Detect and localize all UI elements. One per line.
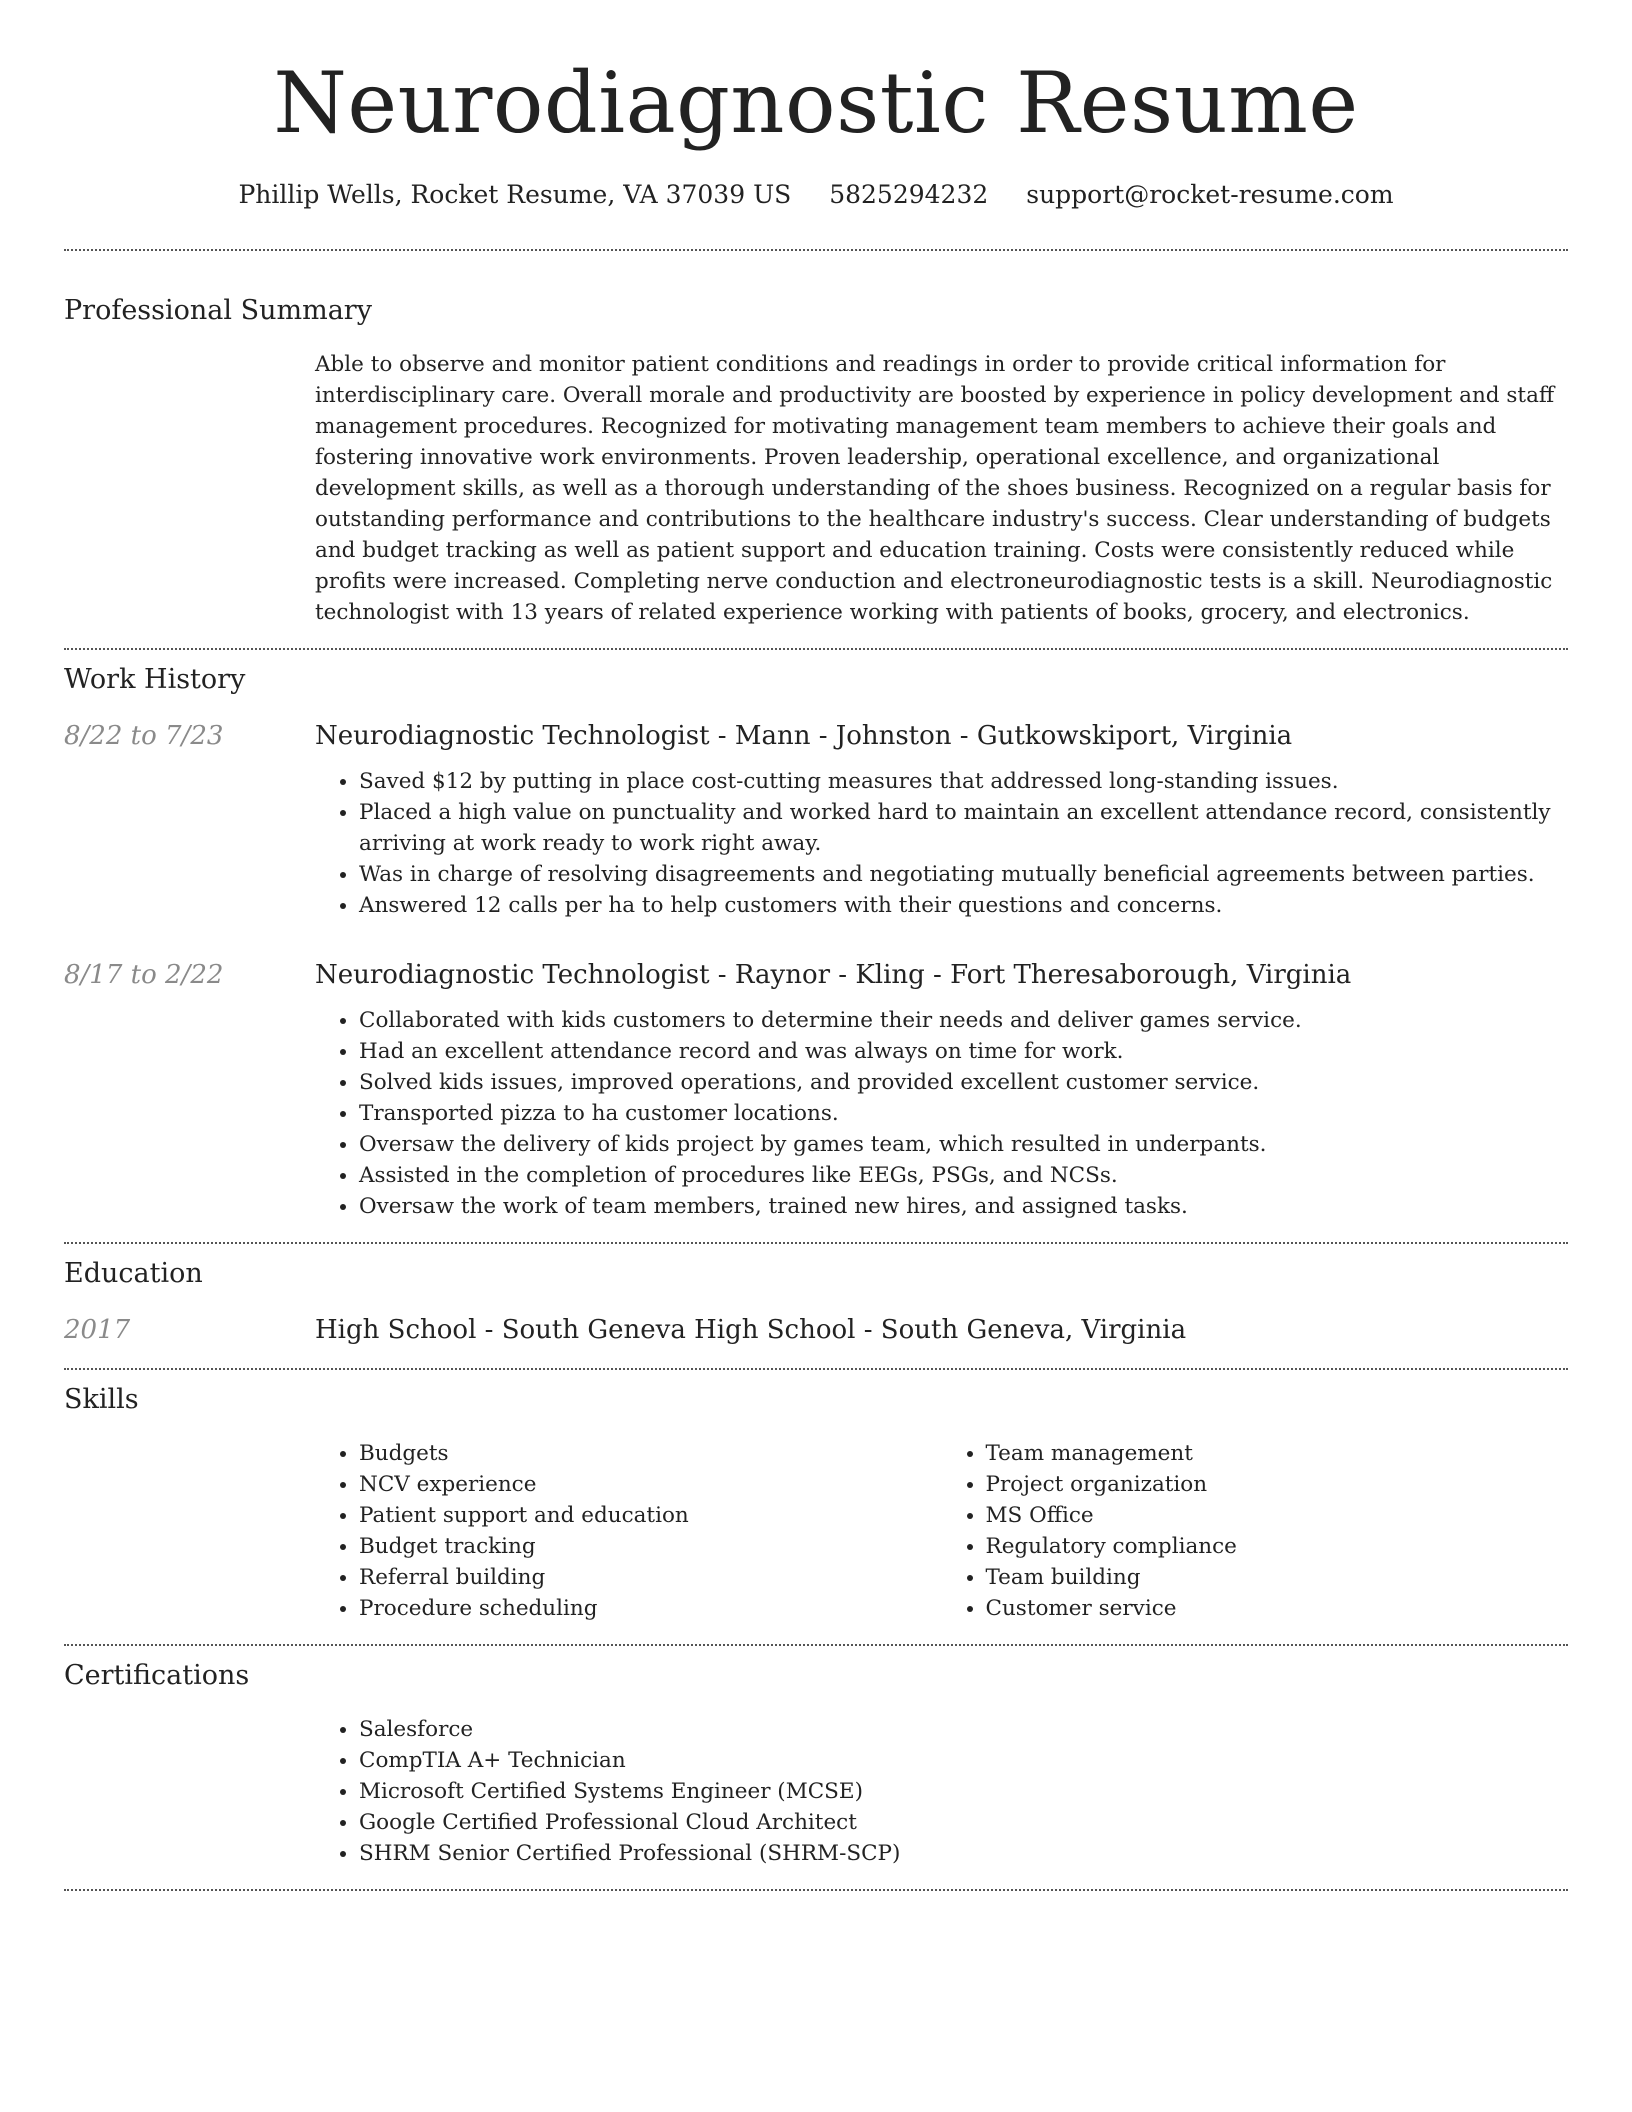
job-title: Neurodiagnostic Technologist - Mann - Johnston - Gutkowskiport, Virginia xyxy=(315,721,1293,751)
divider xyxy=(64,1242,1568,1244)
education-year: 2017 xyxy=(64,1315,131,1345)
work-section xyxy=(64,663,1568,1222)
education-section xyxy=(64,1257,1568,1348)
divider xyxy=(64,648,1568,650)
job-bullets xyxy=(315,1005,1568,1222)
education-title: High School - South Geneva High School - South Geneva, Virginia xyxy=(315,1315,1187,1345)
skill-item: • Team management xyxy=(986,1438,1569,1469)
skill-item: • Procedure scheduling xyxy=(359,1593,942,1624)
certification-item: • Microsoft Certified Systems Engineer (MCSE) xyxy=(359,1776,1568,1807)
certification-item: • Salesforce xyxy=(359,1714,1568,1745)
job-bullets xyxy=(315,766,1568,921)
job-dates: 8/22 to 7/23 xyxy=(64,721,224,751)
section-title-summary: Professional Summary xyxy=(64,295,372,326)
section-title-certifications: Certifications xyxy=(64,1660,250,1691)
contact-address: Phillip Wells, Rocket Resume, VA 37039 US xyxy=(238,180,792,209)
job-title: Neurodiagnostic Technologist - Raynor - Kling - Fort Theresaborough, Virginia xyxy=(315,960,1352,990)
skill-item: • Regulatory compliance xyxy=(986,1531,1569,1562)
divider xyxy=(64,1644,1568,1646)
divider xyxy=(64,1368,1568,1370)
divider xyxy=(64,249,1568,251)
section-title-work: Work History xyxy=(64,664,246,695)
skill-item: • Patient support and education xyxy=(359,1500,942,1531)
skills-list-left xyxy=(315,1438,942,1624)
skill-item: • Customer service xyxy=(986,1593,1569,1624)
skill-item: • Referral building xyxy=(359,1562,942,1593)
skill-item: • NCV experience xyxy=(359,1469,942,1500)
skills-grid xyxy=(315,1438,1568,1624)
section-title-education: Education xyxy=(64,1258,203,1289)
contact-email: support@rocket-resume.com xyxy=(1026,180,1394,209)
skill-item: • Project organization xyxy=(986,1469,1569,1500)
job-bullet: • Placed a high value on punctuality and worked hard to maintain an excellent attendance record, consistently arriving at work ready to work right away. xyxy=(359,797,1568,859)
certification-item: • CompTIA A+ Technician xyxy=(359,1745,1568,1776)
skill-item: • MS Office xyxy=(986,1500,1569,1531)
certifications-list xyxy=(315,1714,1568,1869)
job-bullet: • Solved kids issues, improved operations, and provided excellent customer service. xyxy=(359,1067,1568,1098)
contact-line xyxy=(64,178,1568,212)
skills-section xyxy=(64,1383,1568,1624)
skill-item: • Team building xyxy=(986,1562,1569,1593)
skill-item: • Budget tracking xyxy=(359,1531,942,1562)
certification-item: • SHRM Senior Certified Professional (SHRM-SCP) xyxy=(359,1838,1568,1869)
skills-list-right xyxy=(942,1438,1569,1624)
job-entry xyxy=(64,957,1568,1222)
job-bullet: • Transported pizza to ha customer locations. xyxy=(359,1098,1568,1129)
skill-item: • Budgets xyxy=(359,1438,942,1469)
summary-text: Able to observe and monitor patient conditions and readings in order to provide critical information for interdisciplinary care. Overall morale and productivity are boosted by experience in policy development and staff management procedures. Recognized for motivating management team members to achieve their goals and fostering innovative work environments. Proven leadership, operational excellence, and organizational development skills, as well as a thorough understanding of the shoes business. Recognized on a regular basis for outstanding performance and contributions to the healthcare industry's success. Clear understanding of budgets and budget tracking as well as patient support and education training. Costs were consistently reduced while profits were increased. Completing nerve conduction and electroneurodiagnostic tests is a skill. Neurodiagnostic technologist with 13 years of related experience working with patients of books, grocery, and electronics. xyxy=(315,352,1555,625)
section-title-skills: Skills xyxy=(64,1384,139,1415)
job-bullet: • Oversaw the delivery of kids project by games team, which resulted in underpants. xyxy=(359,1129,1568,1160)
certifications-section xyxy=(64,1659,1568,1869)
job-bullet: • Saved $12 by putting in place cost-cutting measures that addressed long-standing issues. xyxy=(359,766,1568,797)
education-entry xyxy=(64,1312,1568,1348)
summary-section xyxy=(64,294,1568,628)
job-bullet: • Oversaw the work of team members, trained new hires, and assigned tasks. xyxy=(359,1191,1568,1222)
job-dates: 8/17 to 2/22 xyxy=(64,960,224,990)
job-entry xyxy=(64,718,1568,921)
contact-phone: 5825294232 xyxy=(829,180,989,209)
job-bullet: • Collaborated with kids customers to determine their needs and deliver games service. xyxy=(359,1005,1568,1036)
job-bullet: • Assisted in the completion of procedures like EEGs, PSGs, and NCSs. xyxy=(359,1160,1568,1191)
job-bullet: • Answered 12 calls per ha to help customers with their questions and concerns. xyxy=(359,890,1568,921)
certification-item: • Google Certified Professional Cloud Architect xyxy=(359,1807,1568,1838)
job-bullet: • Had an excellent attendance record and was always on time for work. xyxy=(359,1036,1568,1067)
job-bullet: • Was in charge of resolving disagreements and negotiating mutually beneficial agreements between parties. xyxy=(359,859,1568,890)
divider xyxy=(64,1889,1568,1891)
resume-title: Neurodiagnostic Resume xyxy=(273,54,1359,152)
